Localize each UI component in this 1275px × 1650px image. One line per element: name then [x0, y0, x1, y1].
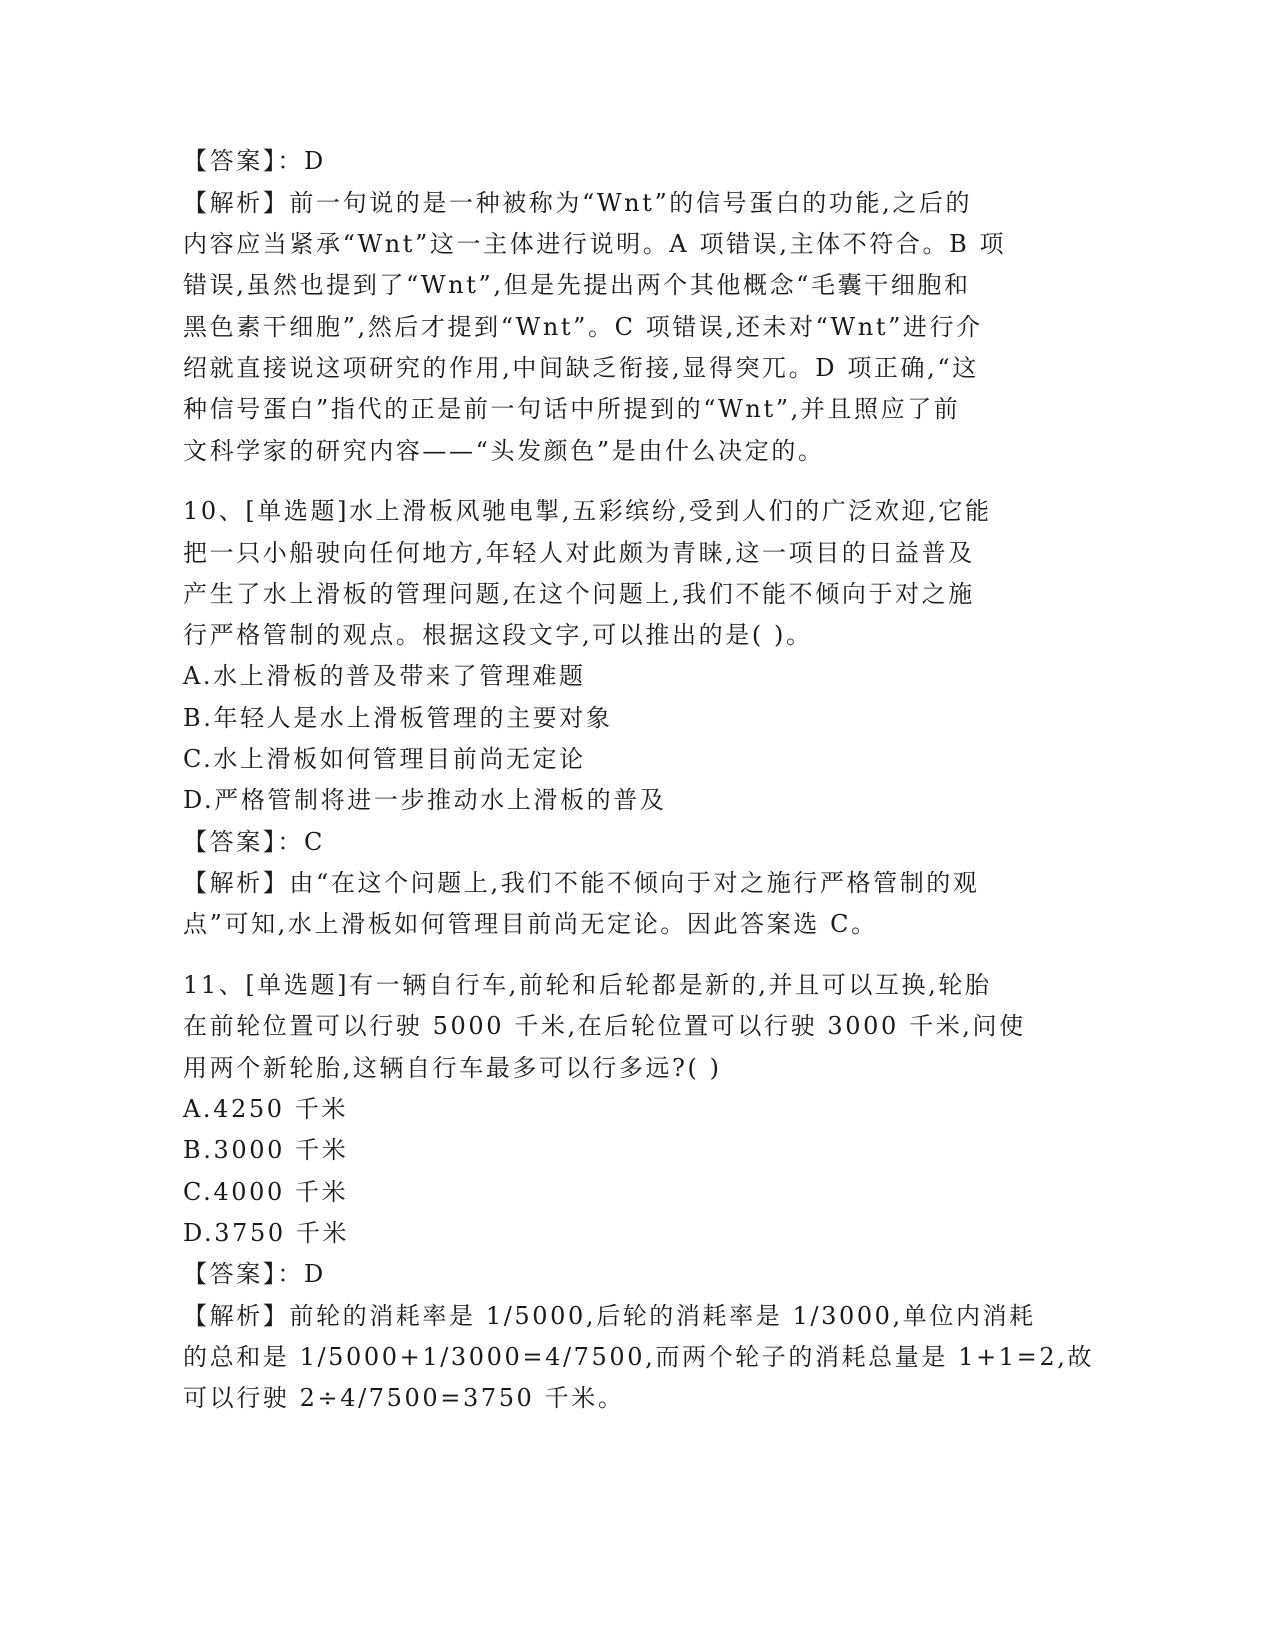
question-stem-line: 把一只小船驶向任何地方,年轻人对此颇为青睐,这一项目的日益普及 [183, 539, 975, 567]
option-c: C.4000 千米 [183, 1178, 349, 1206]
question-stem-line: 11、[单选题]有一辆自行车,前轮和后轮都是新的,并且可以互换,轮胎 [183, 971, 992, 999]
analysis-line: 黑色素干细胞”,然后才提到“Wnt”。C 项错误,还未对“Wnt”进行介 [183, 313, 983, 341]
answer-line: 【答案】：C [183, 828, 325, 856]
question-stem-line: 产生了水上滑板的管理问题,在这个问题上,我们不能不倾向于对之施 [183, 580, 975, 608]
analysis-line: 文科学家的研究内容——“头发颜色”是由什么决定的。 [183, 437, 825, 465]
option-a: A.水上滑板的普及带来了管理难题 [183, 662, 586, 690]
question-stem-line: 用两个新轮胎,这辆自行车最多可以行多远?( ) [183, 1054, 722, 1082]
analysis-line: 绍就直接说这项研究的作用,中间缺乏衔接,显得突兀。D 项正确,“这 [183, 354, 979, 382]
answer-line: 【答案】：D [183, 147, 326, 175]
analysis-line: 可以行驶 2÷4/7500=3750 千米。 [183, 1384, 625, 1412]
question-stem-line: 10、[单选题]水上滑板风驰电掣,五彩缤纷,受到人们的广泛欢迎,它能 [183, 497, 992, 525]
option-d: D.3750 千米 [183, 1219, 350, 1247]
option-b: B.3000 千米 [183, 1136, 349, 1164]
answer-line: 【答案】：D [183, 1260, 326, 1288]
analysis-line: 【解析】由“在这个问题上,我们不能不倾向于对之施行严格管制的观 [183, 869, 980, 897]
analysis-line: 点”可知,水上滑板如何管理目前尚无定论。因此答案选 C。 [183, 910, 878, 938]
analysis-line: 内容应当紧承“Wnt”这一主体进行说明。A 项错误,主体不符合。B 项 [183, 230, 1007, 258]
option-a: A.4250 千米 [183, 1095, 349, 1123]
option-b: B.年轻人是水上滑板管理的主要对象 [183, 704, 613, 732]
option-d: D.严格管制将进一步推动水上滑板的普及 [183, 786, 667, 814]
analysis-line: 种信号蛋白”指代的正是前一句话中所提到的“Wnt”,并且照应了前 [183, 395, 961, 423]
question-stem-line: 行严格管制的观点。根据这段文字,可以推出的是( )。 [183, 621, 813, 649]
option-c: C.水上滑板如何管理目前尚无定论 [183, 745, 586, 773]
analysis-line: 的总和是 1/5000+1/3000=4/7500,而两个轮子的消耗总量是 1+1=2,故 [183, 1343, 1095, 1371]
question-stem-line: 在前轮位置可以行驶 5000 千米,在后轮位置可以行驶 3000 千米,问使 [183, 1012, 1026, 1040]
analysis-line: 【解析】前轮的消耗率是 1/5000,后轮的消耗率是 1/3000,单位内消耗 [183, 1302, 1036, 1330]
analysis-line: 错误,虽然也提到了“Wnt”,但是先提出两个其他概念“毛囊干细胞和 [183, 271, 971, 299]
analysis-line: 【解析】前一句说的是一种被称为“Wnt”的信号蛋白的功能,之后的 [183, 189, 973, 217]
